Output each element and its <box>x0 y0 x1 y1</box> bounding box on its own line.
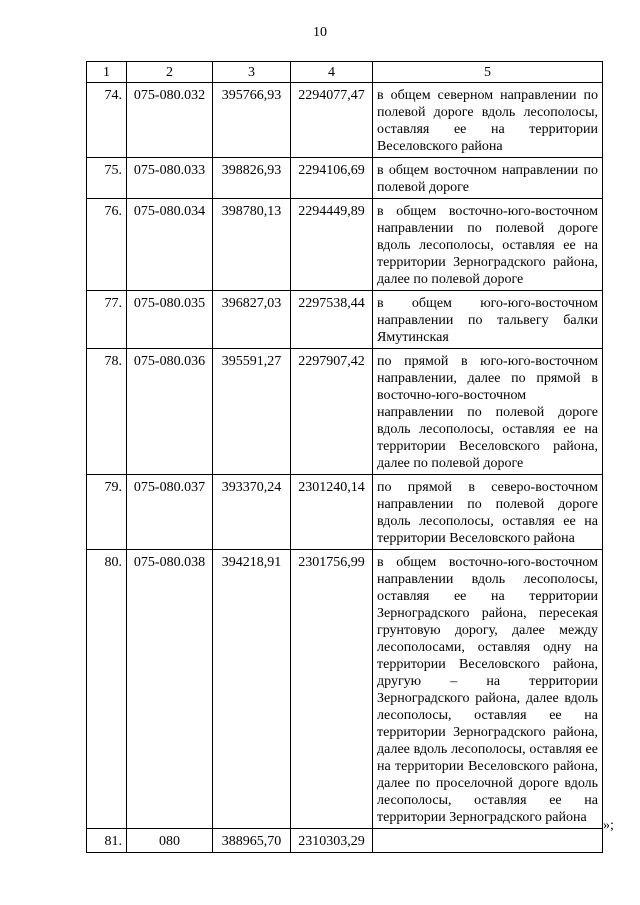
closing-quote-mark: »; <box>603 818 614 833</box>
description-cell: в общем восточно-юго-восточном направлении по полевой дороге вдоль лесополосы, оставляя ее на территории Зерноградского района, далее по полевой дороге <box>373 199 603 291</box>
y-coordinate-cell: 2297538,44 <box>291 291 373 349</box>
y-coordinate-cell: 2294077,47 <box>291 83 373 158</box>
row-number-cell: 79. <box>87 475 127 550</box>
row-number-cell: 81. <box>87 829 127 853</box>
point-code-cell: 075-080.034 <box>127 199 213 291</box>
table-row <box>87 550 603 829</box>
description-cell <box>373 829 603 853</box>
y-coordinate-cell: 2301240,14 <box>291 475 373 550</box>
x-coordinate-cell: 388965,70 <box>213 829 291 853</box>
table-row <box>87 349 603 475</box>
point-code-cell: 075-080.037 <box>127 475 213 550</box>
point-code-cell: 075-080.035 <box>127 291 213 349</box>
header-cell: 3 <box>213 62 291 83</box>
x-coordinate-cell: 398780,13 <box>213 199 291 291</box>
row-number-cell: 74. <box>87 83 127 158</box>
y-coordinate-cell: 2294106,69 <box>291 158 373 199</box>
description-cell: по прямой в северо-восточном направлении по полевой дороге вдоль лесополосы, оставляя ее на территории Веселовского района <box>373 475 603 550</box>
row-number-cell: 80. <box>87 550 127 829</box>
x-coordinate-cell: 393370,24 <box>213 475 291 550</box>
row-number-cell: 75. <box>87 158 127 199</box>
x-coordinate-cell: 398826,93 <box>213 158 291 199</box>
table-row <box>87 475 603 550</box>
description-cell: в общем северном направлении по полевой дороге вдоль лесополосы, оставляя ее на территории Веселовского района <box>373 83 603 158</box>
description-cell: в общем юго-юго-восточном направлении по тальвегу балки Ямутинская <box>373 291 603 349</box>
y-coordinate-cell: 2301756,99 <box>291 550 373 829</box>
point-code-cell: 075-080.038 <box>127 550 213 829</box>
row-number-cell: 76. <box>87 199 127 291</box>
x-coordinate-cell: 396827,03 <box>213 291 291 349</box>
point-code-cell: 075-080.036 <box>127 349 213 475</box>
table-row <box>87 291 603 349</box>
point-code-cell: 075-080.033 <box>127 158 213 199</box>
row-number-cell: 77. <box>87 291 127 349</box>
header-cell: 2 <box>127 62 213 83</box>
description-cell: по прямой в юго-юго-восточном направлении, далее по прямой в восточно-юго-восточном направлении по полевой дороге вдоль лесополосы, оставляя ее на территории Веселовского района, далее по полевой дороге <box>373 349 603 475</box>
table-row <box>87 158 603 199</box>
table-row <box>87 83 603 158</box>
header-cell: 4 <box>291 62 373 83</box>
header-cell: 5 <box>373 62 603 83</box>
header-cell: 1 <box>87 62 127 83</box>
row-number-cell: 78. <box>87 349 127 475</box>
y-coordinate-cell: 2294449,89 <box>291 199 373 291</box>
y-coordinate-cell: 2297907,42 <box>291 349 373 475</box>
x-coordinate-cell: 394218,91 <box>213 550 291 829</box>
table-header-row <box>87 62 603 83</box>
y-coordinate-cell: 2310303,29 <box>291 829 373 853</box>
x-coordinate-cell: 395766,93 <box>213 83 291 158</box>
point-code-cell: 080 <box>127 829 213 853</box>
description-cell: в общем восточном направлении по полевой дороге <box>373 158 603 199</box>
description-cell: в общем восточно-юго-восточном направлении вдоль лесополосы, оставляя ее на территории Зерноградского района, пересекая грунтовую дорогу, далее между лесополосами, оставляя одну на территории Веселовского района, другую – на территории Зерноградского района, далее вдоль лесополосы, оставляя ее на территории Зерноградского района, далее вдоль лесополосы, оставляя ее на территории Веселовского района, далее по проселочной дороге вдоль лесополосы, оставляя ее на территории Зерноградского района <box>373 550 603 829</box>
table-row <box>87 199 603 291</box>
x-coordinate-cell: 395591,27 <box>213 349 291 475</box>
table-row <box>87 829 603 853</box>
page-number: 10 <box>313 25 327 40</box>
boundary-points-table <box>86 61 603 853</box>
point-code-cell: 075-080.032 <box>127 83 213 158</box>
